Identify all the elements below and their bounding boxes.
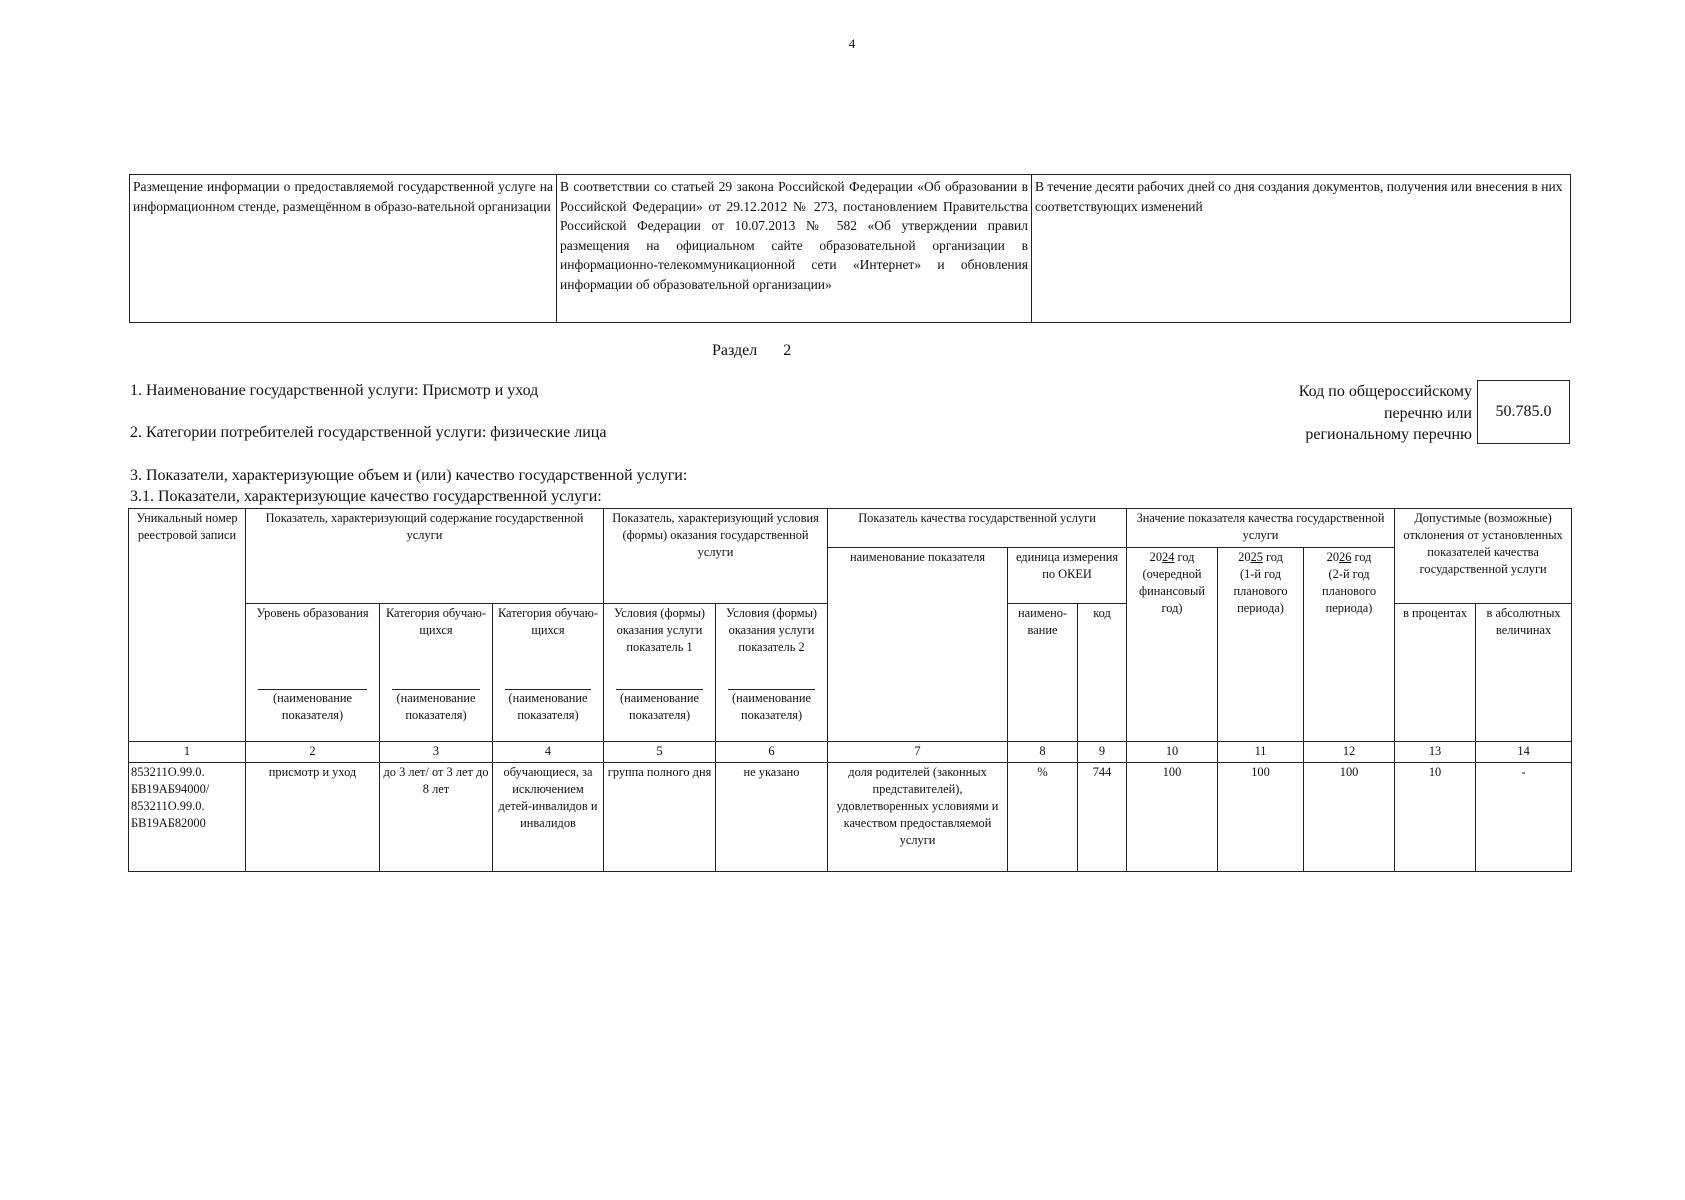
header-year-2024 (1127, 548, 1218, 742)
subheader-education-level (246, 604, 380, 742)
subheader-condition-1-label: Условия (формы) оказания услуги показатель 1 (613, 606, 706, 654)
cell-indicator-name: доля родителей (законных представителей), удовлетворенных условиями и качеством предоставляемой услуги (828, 763, 1008, 872)
year-2024-prefix: 20 (1149, 550, 1163, 564)
subheader-student-category-1-label: Категория обучаю-щихся (385, 606, 487, 637)
header-quality-indicator: Показатель качества государственной услуги (828, 509, 1127, 548)
registry-code-label (1250, 381, 1472, 446)
naming-note: (наименование показателя) (396, 691, 476, 722)
cell-condition-1: группа полного дня (604, 763, 716, 872)
consumer-categories: 2. Категории потребителей государственной услуги: физические лица (130, 424, 607, 441)
subheader-student-category-2-label: Категория обучаю-щихся (497, 606, 599, 637)
column-number: 14 (1476, 742, 1572, 763)
cell-value-2025: 100 (1218, 763, 1304, 872)
year-2025-suffix: год (1262, 550, 1283, 564)
header-indicator-name: наименование показателя (828, 548, 1008, 742)
subheader-student-category-2 (493, 604, 604, 742)
year-2026-value: 26 (1339, 550, 1352, 564)
registry-code-label-line3: региональному перечню (1305, 426, 1472, 443)
subheader-deviation-percent: в процентах (1395, 604, 1476, 742)
subheader-condition-2-label: Условия (формы) оказания услуги показатель 2 (725, 606, 818, 654)
header-registry-number: Уникальный номер реестровой записи (129, 509, 246, 742)
year-2026-suffix: год (1351, 550, 1372, 564)
cell-student-category-1: до 3 лет/ от 3 лет до 8 лет (380, 763, 493, 872)
heading-quality-indicators: 3.1. Показатели, характеризующие качество государственной услуги: (130, 488, 602, 505)
cell-deviation-absolute: - (1476, 763, 1572, 872)
header-quality-values: Значение показателя качества государственной услуги (1127, 509, 1395, 548)
cell-value-2024: 100 (1127, 763, 1218, 872)
info-cell-basis: В соответствии со статьей 29 закона Российской Федерации «Об образовании в Российской Федерации» от 29.12.2012 № 273, постановлением Правительства Российской Федерации от 10.07.2013 № 582 «Об утверждении правил размещения на официальном сайте образовательной организации в информационно-телекоммуникационной сети «Интернет» и обновления информации об образовательной организации» (557, 175, 1032, 323)
naming-note: (наименование показателя) (620, 691, 700, 722)
column-number: 10 (1127, 742, 1218, 763)
year-2024-note: (очередной финансовый год) (1139, 567, 1205, 615)
section-number: 2 (783, 342, 792, 359)
year-2026-note: (2-й год планового периода) (1322, 567, 1377, 615)
registry-code-label-line2: перечню или (1383, 404, 1472, 422)
section-label: Раздел (712, 342, 758, 359)
cell-education-level: присмотр и уход (246, 763, 380, 872)
cell-unit-name: % (1008, 763, 1078, 872)
info-cell-frequency: В течение десяти рабочих дней со дня создания документов, получения или внесения в них соответствующих изменений (1032, 175, 1571, 323)
cell-deviation-percent: 10 (1395, 763, 1476, 872)
subheader-unit-code: код (1078, 604, 1127, 742)
header-year-2025 (1218, 548, 1304, 742)
registry-code-value: 50.785.0 (1495, 403, 1552, 420)
info-table (129, 174, 1571, 323)
cell-registry-number: 853211О.99.0. БВ19АБ94000/ 853211О.99.0. БВ19АБ82000 (129, 763, 246, 872)
table-row (129, 763, 1572, 872)
subheader-condition-1 (604, 604, 716, 742)
quality-table (128, 508, 1572, 872)
column-number: 8 (1008, 742, 1078, 763)
page-number: 4 (848, 36, 856, 51)
heading-indicators: 3. Показатели, характеризующие объем и (или) качество государственной услуги: (130, 467, 688, 484)
header-year-2026 (1304, 548, 1395, 742)
column-number: 4 (493, 742, 604, 763)
cell-value-2026: 100 (1304, 763, 1395, 872)
header-content-indicator: Показатель, характеризующий содержание государственной услуги (246, 509, 604, 604)
naming-note: (наименование показателя) (508, 691, 588, 722)
header-conditions-indicator: Показатель, характеризующий условия (формы) оказания государственной услуги (604, 509, 828, 604)
year-2025-prefix: 20 (1238, 550, 1251, 564)
section-heading (712, 342, 791, 360)
year-2025-value: 25 (1250, 550, 1263, 564)
column-number: 5 (604, 742, 716, 763)
column-number: 9 (1078, 742, 1127, 763)
column-number: 7 (828, 742, 1008, 763)
year-2024-suffix: год (1174, 550, 1195, 564)
subheader-unit-name: наимено-вание (1008, 604, 1078, 742)
column-number: 1 (129, 742, 246, 763)
cell-condition-2: не указано (716, 763, 828, 872)
year-2025-note: (1-й год планового периода) (1233, 567, 1288, 615)
registry-code-box (1477, 380, 1570, 444)
column-number: 11 (1218, 742, 1304, 763)
year-2026-prefix: 20 (1326, 550, 1340, 564)
service-name: 1. Наименование государственной услуги: Присмотр и уход (130, 382, 539, 399)
subheader-deviation-absolute: в абсолютных величинах (1476, 604, 1572, 742)
info-cell-what: Размещение информации о предоставляемой государственной услуге на информационном стенде, размещённом в образо-вательной организации (130, 175, 557, 323)
subheader-condition-2 (716, 604, 828, 742)
naming-note: (наименование показателя) (272, 691, 352, 722)
cell-student-category-2: обучающиеся, за исключением детей-инвалидов и инвалидов (493, 763, 604, 872)
column-number: 6 (716, 742, 828, 763)
cell-unit-code: 744 (1078, 763, 1127, 872)
column-number: 3 (380, 742, 493, 763)
column-number: 12 (1304, 742, 1395, 763)
header-unit-okei: единица измерения по ОКЕИ (1008, 548, 1127, 604)
registry-code-label-line1: Код по общероссийскому (1298, 383, 1472, 400)
column-number: 13 (1395, 742, 1476, 763)
subheader-student-category-1 (380, 604, 493, 742)
column-number: 2 (246, 742, 380, 763)
naming-note: (наименование показателя) (732, 691, 812, 722)
year-2024-value: 24 (1162, 550, 1175, 564)
header-deviation: Допустимые (возможные) отклонения от установленных показателей качества государственной услуги (1395, 509, 1572, 604)
subheader-education-level-label: Уровень образования (256, 606, 369, 620)
